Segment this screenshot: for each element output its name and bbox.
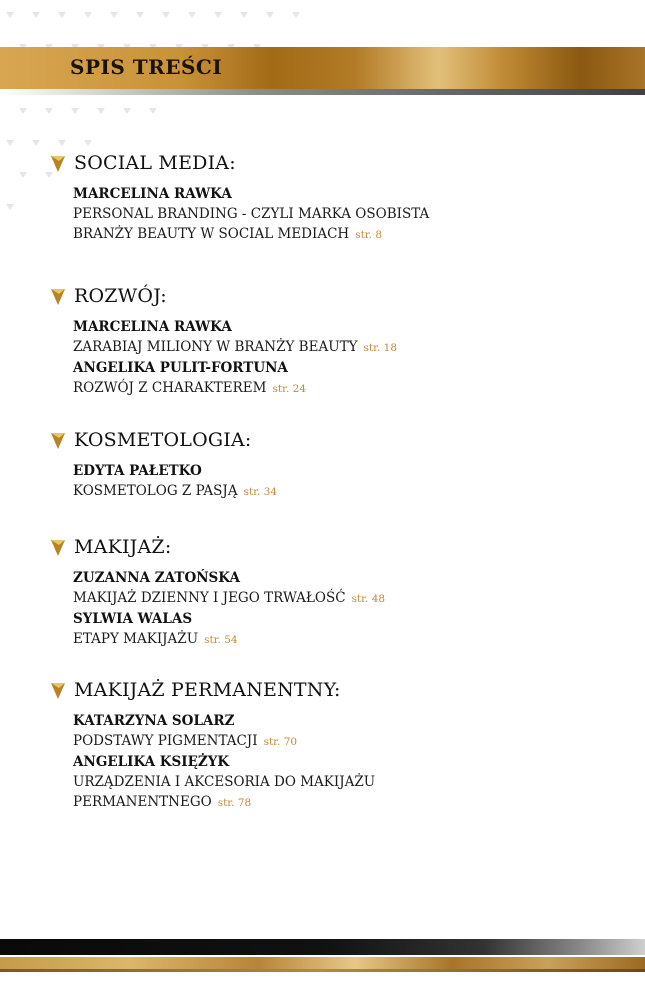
pattern-diamond (84, 12, 92, 18)
footer-thin-band (0, 969, 645, 972)
pattern-diamond (162, 12, 170, 18)
page-number: str. 34 (243, 486, 278, 498)
entry-title-line: ZARABIAJ MILIONY W BRANŻY BEAUTY (73, 339, 358, 355)
pattern-diamond (97, 108, 105, 114)
entry-title-line: MAKIJAŻ DZIENNY I JEGO TRWAŁOŚĆ (73, 590, 346, 606)
page-title: SPIS TREŚCI (70, 55, 223, 79)
page-number: str. 70 (263, 736, 298, 748)
entry-author: KATARZYNA SOLARZ (73, 713, 235, 729)
pattern-diamond (58, 140, 66, 146)
page-number: str. 18 (363, 342, 398, 354)
pattern-diamond (6, 12, 14, 18)
footer-dark-band (0, 939, 645, 955)
entry-title-line: KOSMETOLOG Z PASJĄ (73, 483, 238, 499)
entry-author: EDYTA PAŁETKO (73, 463, 202, 479)
pattern-diamond (188, 12, 196, 18)
page-number: str. 24 (272, 383, 306, 395)
gold-triangle-icon (50, 153, 66, 173)
footer-gold-band (0, 957, 645, 969)
page-number: str. 54 (204, 634, 238, 646)
section-title: KOSMETOLOGIA: (74, 429, 252, 451)
toc-section-makijaz (50, 534, 620, 650)
entry-author: ZUZANNA ZATOŃSKA (73, 570, 240, 586)
pattern-diamond (214, 12, 222, 18)
page-number: str. 8 (355, 229, 383, 241)
pattern-diamond (45, 108, 53, 114)
entry-author: ANGELIKA PULIT-FORTUNA (73, 360, 288, 376)
section-title: SOCIAL MEDIA: (74, 152, 236, 174)
pattern-diamond (84, 140, 92, 146)
page-number: str. 78 (217, 797, 252, 809)
gold-triangle-icon (50, 680, 66, 700)
pattern-diamond (58, 12, 66, 18)
entry-title-line: ROZWÓJ Z CHARAKTEREM (73, 380, 267, 396)
pattern-diamond (123, 108, 131, 114)
pattern-diamond (266, 12, 274, 18)
section-title: MAKIJAŻ PERMANENTNY: (74, 679, 341, 701)
pattern-diamond (136, 12, 144, 18)
gold-triangle-icon (50, 537, 66, 557)
pattern-diamond (6, 204, 14, 210)
pattern-diamond (71, 108, 79, 114)
entry-author: MARCELINA RAWKA (73, 186, 232, 202)
pattern-diamond (110, 12, 118, 18)
gold-triangle-icon (50, 430, 66, 450)
toc-section-rozwoj (50, 283, 620, 399)
entry-title-line: PERSONAL BRANDING - CZYLI MARKA OSOBISTA (73, 206, 430, 222)
pattern-diamond (240, 12, 248, 18)
pattern-diamond (292, 12, 300, 18)
toc-section-makijaz-permanentny (50, 677, 620, 813)
entry-author: MARCELINA RAWKA (73, 319, 232, 335)
header-shadow (0, 89, 645, 95)
section-title: MAKIJAŻ: (74, 536, 172, 558)
entry-author: ANGELIKA KSIĘŻYK (73, 754, 230, 770)
entry-author: SYLWIA WALAS (73, 611, 193, 627)
page-number: str. 48 (351, 593, 386, 605)
pattern-diamond (32, 140, 40, 146)
section-title: ROZWÓJ: (74, 285, 167, 307)
pattern-diamond (19, 172, 27, 178)
pattern-diamond (19, 108, 27, 114)
pattern-diamond (6, 140, 14, 146)
pattern-diamond (32, 12, 40, 18)
toc-section-kosmetologia (50, 427, 620, 502)
entry-title-line: ETAPY MAKIJAŻU (73, 631, 199, 647)
gold-triangle-icon (50, 286, 66, 306)
pattern-diamond (149, 108, 157, 114)
entry-title-line: URZĄDZENIA I AKCESORIA DO MAKIJAŻU (73, 774, 376, 790)
entry-title-line: PERMANENTNEGO (73, 794, 212, 810)
entry-title-line: PODSTAWY PIGMENTACJI (73, 733, 258, 749)
toc-section-social-media (50, 150, 620, 245)
entry-title-line: BRANŻY BEAUTY W SOCIAL MEDIACH (73, 226, 350, 242)
